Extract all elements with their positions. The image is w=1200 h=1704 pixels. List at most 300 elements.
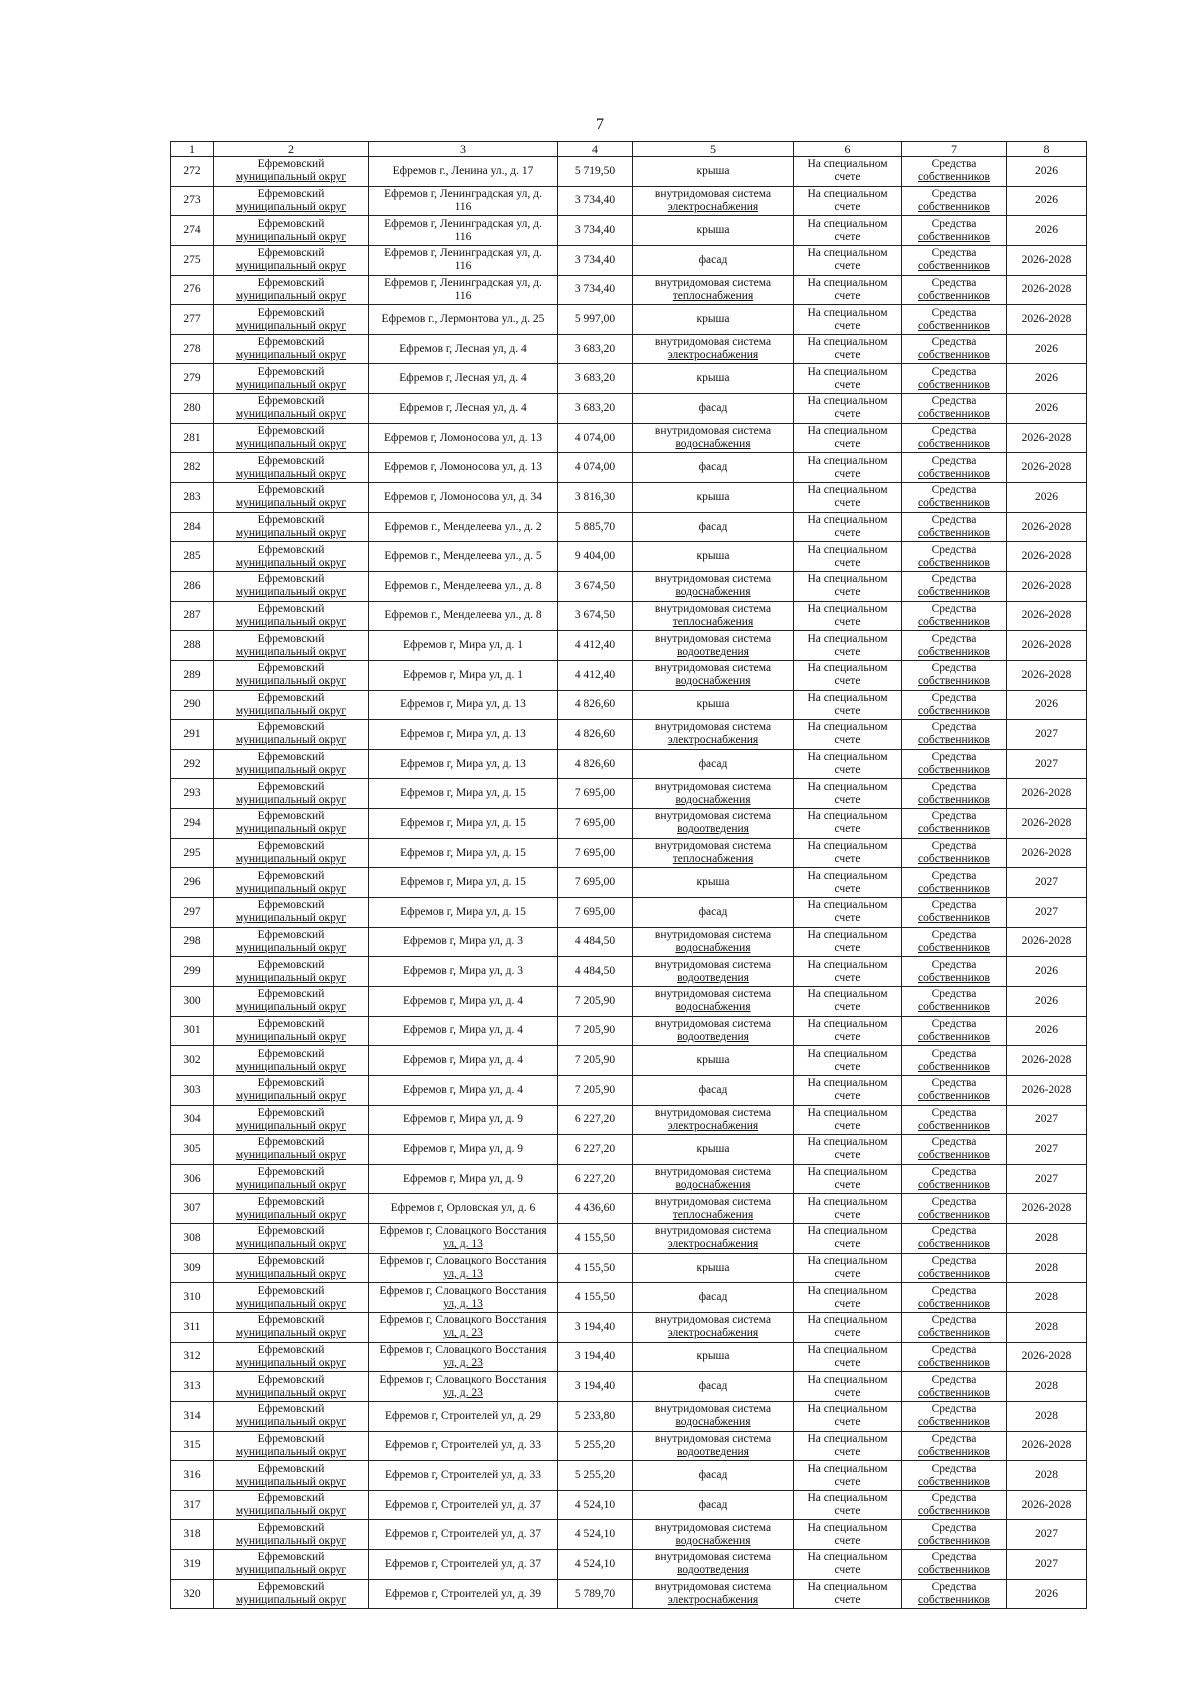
row-number-cell: 317 [171,1490,214,1520]
address-cell: Ефремов г, Строителей ул, д. 33 [369,1461,558,1491]
address-cell: Ефремов г, Мира ул, д. 4 [369,1046,558,1076]
funding-source-cell: Средства собственников [902,809,1007,839]
area-cell: 7 695,00 [558,838,633,868]
period-cell: 2026-2028 [1007,245,1087,275]
period-cell: 2026 [1007,364,1087,394]
table-row [171,1312,1087,1342]
row-number-cell: 302 [171,1046,214,1076]
row-number-cell: 297 [171,898,214,928]
address-cell: Ефремов г, Мира ул, д. 13 [369,720,558,750]
row-number-cell: 291 [171,720,214,750]
address-cell: Ефремов г, Мира ул, д. 1 [369,631,558,661]
work-type-cell: фасад [633,453,794,483]
municipality-cell: Ефремовский муниципальный округ [214,1253,369,1283]
header-col-8: 8 [1007,142,1087,157]
fund-account-cell: На специальном счете [794,1164,902,1194]
period-cell: 2027 [1007,749,1087,779]
funding-source-cell: Средства собственников [902,364,1007,394]
work-type-cell: фасад [633,1490,794,1520]
header-col-3: 3 [369,142,558,157]
table-row [171,216,1087,246]
address-cell: Ефремов г, Словацкого Восстания ул, д. 13 [369,1283,558,1313]
table-row [171,690,1087,720]
table-row [171,1283,1087,1313]
funding-source-cell: Средства собственников [902,453,1007,483]
address-cell: Ефремов г, Словацкого Восстания ул, д. 23 [369,1372,558,1402]
fund-account-cell: На специальном счете [794,571,902,601]
header-col-2: 2 [214,142,369,157]
page-number: 7 [596,116,604,133]
address-cell: Ефремов г, Мира ул, д. 15 [369,809,558,839]
funding-source-cell: Средства собственников [902,275,1007,305]
row-number-cell: 289 [171,660,214,690]
fund-account-cell: На специальном счете [794,1579,902,1609]
address-cell: Ефремов г., Менделеева ул., д. 5 [369,542,558,572]
funding-source-cell: Средства собственников [902,601,1007,631]
funding-source-cell: Средства собственников [902,631,1007,661]
row-number-cell: 273 [171,186,214,216]
address-cell: Ефремов г, Лесная ул, д. 4 [369,394,558,424]
fund-account-cell: На специальном счете [794,1372,902,1402]
row-number-cell: 304 [171,1105,214,1135]
period-cell: 2026 [1007,957,1087,987]
funding-source-cell: Средства собственников [902,1312,1007,1342]
row-number-cell: 293 [171,779,214,809]
table-row [171,986,1087,1016]
fund-account-cell: На специальном счете [794,542,902,572]
table-row [171,601,1087,631]
period-cell: 2027 [1007,1105,1087,1135]
address-cell: Ефремов г, Мира ул, д. 4 [369,986,558,1016]
area-cell: 5 233,80 [558,1401,633,1431]
area-cell: 4 155,50 [558,1224,633,1254]
area-cell: 4 412,40 [558,631,633,661]
registry-table [170,141,1087,1609]
funding-source-cell: Средства собственников [902,660,1007,690]
fund-account-cell: На специальном счете [794,1075,902,1105]
fund-account-cell: На специальном счете [794,1135,902,1165]
row-number-cell: 284 [171,512,214,542]
municipality-cell: Ефремовский муниципальный округ [214,898,369,928]
funding-source-cell: Средства собственников [902,334,1007,364]
row-number-cell: 281 [171,423,214,453]
address-cell: Ефремов г, Ленинградская ул, д. 116 [369,186,558,216]
row-number-cell: 277 [171,305,214,335]
funding-source-cell: Средства собственников [902,1016,1007,1046]
area-cell: 7 695,00 [558,898,633,928]
municipality-cell: Ефремовский муниципальный округ [214,394,369,424]
address-cell: Ефремов г, Мира ул, д. 9 [369,1164,558,1194]
funding-source-cell: Средства собственников [902,868,1007,898]
row-number-cell: 274 [171,216,214,246]
municipality-cell: Ефремовский муниципальный округ [214,1579,369,1609]
work-type-cell: внутридомовая система водоснабжения [633,927,794,957]
table-row [171,898,1087,928]
area-cell: 4 074,00 [558,423,633,453]
work-type-cell: внутридомовая система теплоснабжения [633,275,794,305]
municipality-cell: Ефремовский муниципальный округ [214,1372,369,1402]
work-type-cell: внутридомовая система водоотведения [633,809,794,839]
area-cell: 4 524,10 [558,1490,633,1520]
fund-account-cell: На специальном счете [794,1194,902,1224]
municipality-cell: Ефремовский муниципальный округ [214,1431,369,1461]
table-row [171,1105,1087,1135]
area-cell: 4 826,60 [558,720,633,750]
table-row [171,1461,1087,1491]
table-row [171,305,1087,335]
work-type-cell: внутридомовая система водоснабжения [633,1401,794,1431]
area-cell: 4 074,00 [558,453,633,483]
table-row [171,1579,1087,1609]
period-cell: 2026-2028 [1007,1194,1087,1224]
work-type-cell: внутридомовая система электроснабжения [633,1312,794,1342]
fund-account-cell: На специальном счете [794,245,902,275]
work-type-cell: внутридомовая система теплоснабжения [633,1194,794,1224]
period-cell: 2027 [1007,1135,1087,1165]
municipality-cell: Ефремовский муниципальный округ [214,216,369,246]
work-type-cell: крыша [633,1046,794,1076]
area-cell: 4 484,50 [558,927,633,957]
area-cell: 3 194,40 [558,1342,633,1372]
row-number-cell: 318 [171,1520,214,1550]
area-cell: 4 436,60 [558,1194,633,1224]
table-row [171,186,1087,216]
row-number-cell: 320 [171,1579,214,1609]
funding-source-cell: Средства собственников [902,1135,1007,1165]
period-cell: 2026-2028 [1007,1342,1087,1372]
funding-source-cell: Средства собственников [902,1283,1007,1313]
funding-source-cell: Средства собственников [902,1342,1007,1372]
row-number-cell: 272 [171,157,214,187]
municipality-cell: Ефремовский муниципальный округ [214,305,369,335]
table-row [171,1431,1087,1461]
address-cell: Ефремов г, Мира ул, д. 13 [369,690,558,720]
municipality-cell: Ефремовский муниципальный округ [214,1224,369,1254]
work-type-cell: крыша [633,216,794,246]
table-row [171,838,1087,868]
address-cell: Ефремов г, Ленинградская ул, д. 116 [369,275,558,305]
table-row [171,364,1087,394]
fund-account-cell: На специальном счете [794,1312,902,1342]
area-cell: 6 227,20 [558,1135,633,1165]
funding-source-cell: Средства собственников [902,1550,1007,1580]
period-cell: 2026 [1007,334,1087,364]
fund-account-cell: На специальном счете [794,986,902,1016]
work-type-cell: крыша [633,1135,794,1165]
row-number-cell: 283 [171,483,214,513]
municipality-cell: Ефремовский муниципальный округ [214,186,369,216]
period-cell: 2026-2028 [1007,838,1087,868]
period-cell: 2026-2028 [1007,571,1087,601]
row-number-cell: 301 [171,1016,214,1046]
fund-account-cell: На специальном счете [794,305,902,335]
municipality-cell: Ефремовский муниципальный округ [214,838,369,868]
table-row [171,927,1087,957]
fund-account-cell: На специальном счете [794,275,902,305]
fund-account-cell: На специальном счете [794,660,902,690]
address-cell: Ефремов г, Ломоносова ул, д. 13 [369,453,558,483]
period-cell: 2027 [1007,1550,1087,1580]
area-cell: 3 683,20 [558,364,633,394]
address-cell: Ефремов г, Строителей ул, д. 37 [369,1550,558,1580]
row-number-cell: 285 [171,542,214,572]
period-cell: 2027 [1007,1164,1087,1194]
table-row [171,1253,1087,1283]
table-row [171,1135,1087,1165]
fund-account-cell: На специальном счете [794,186,902,216]
table-row [171,1401,1087,1431]
funding-source-cell: Средства собственников [902,542,1007,572]
work-type-cell: внутридомовая система электроснабжения [633,186,794,216]
header-col-1: 1 [171,142,214,157]
address-cell: Ефремов г, Ломоносова ул, д. 34 [369,483,558,513]
fund-account-cell: На специальном счете [794,423,902,453]
area-cell: 9 404,00 [558,542,633,572]
period-cell: 2026 [1007,483,1087,513]
table-row [171,1194,1087,1224]
table-row [171,571,1087,601]
area-cell: 7 205,90 [558,1016,633,1046]
funding-source-cell: Средства собственников [902,898,1007,928]
funding-source-cell: Средства собственников [902,1075,1007,1105]
area-cell: 4 484,50 [558,957,633,987]
work-type-cell: внутридомовая система водоснабжения [633,660,794,690]
address-cell: Ефремов г, Мира ул, д. 15 [369,838,558,868]
municipality-cell: Ефремовский муниципальный округ [214,1016,369,1046]
fund-account-cell: На специальном счете [794,1550,902,1580]
area-cell: 7 205,90 [558,1046,633,1076]
period-cell: 2026-2028 [1007,275,1087,305]
address-cell: Ефремов г, Мира ул, д. 9 [369,1135,558,1165]
area-cell: 5 255,20 [558,1461,633,1491]
fund-account-cell: На специальном счете [794,1342,902,1372]
municipality-cell: Ефремовский муниципальный округ [214,1520,369,1550]
fund-account-cell: На специальном счете [794,957,902,987]
fund-account-cell: На специальном счете [794,631,902,661]
municipality-cell: Ефремовский муниципальный округ [214,1550,369,1580]
municipality-cell: Ефремовский муниципальный округ [214,631,369,661]
table-row [171,779,1087,809]
municipality-cell: Ефремовский муниципальный округ [214,1135,369,1165]
work-type-cell: внутридомовая система водоотведения [633,957,794,987]
period-cell: 2028 [1007,1461,1087,1491]
area-cell: 7 695,00 [558,809,633,839]
work-type-cell: крыша [633,690,794,720]
municipality-cell: Ефремовский муниципальный округ [214,1075,369,1105]
work-type-cell: крыша [633,542,794,572]
funding-source-cell: Средства собственников [902,1194,1007,1224]
address-cell: Ефремов г, Мира ул, д. 4 [369,1075,558,1105]
work-type-cell: внутридомовая система водоотведения [633,1550,794,1580]
period-cell: 2027 [1007,720,1087,750]
table-row [171,660,1087,690]
fund-account-cell: На специальном счете [794,809,902,839]
municipality-cell: Ефремовский муниципальный округ [214,1105,369,1135]
funding-source-cell: Средства собственников [902,1164,1007,1194]
area-cell: 3 734,40 [558,216,633,246]
work-type-cell: фасад [633,898,794,928]
row-number-cell: 300 [171,986,214,1016]
address-cell: Ефремов г., Менделеева ул., д. 8 [369,601,558,631]
municipality-cell: Ефремовский муниципальный округ [214,986,369,1016]
table-row [171,631,1087,661]
address-cell: Ефремов г., Менделеева ул., д. 2 [369,512,558,542]
funding-source-cell: Средства собственников [902,749,1007,779]
period-cell: 2026 [1007,186,1087,216]
work-type-cell: внутридомовая система водоснабжения [633,1520,794,1550]
header-col-5: 5 [633,142,794,157]
row-number-cell: 286 [171,571,214,601]
address-cell: Ефремов г, Мира ул, д. 15 [369,779,558,809]
fund-account-cell: На специальном счете [794,1224,902,1254]
municipality-cell: Ефремовский муниципальный округ [214,571,369,601]
fund-account-cell: На специальном счете [794,898,902,928]
municipality-cell: Ефремовский муниципальный округ [214,868,369,898]
period-cell: 2028 [1007,1283,1087,1313]
period-cell: 2026-2028 [1007,631,1087,661]
address-cell: Ефремов г, Орловская ул, д. 6 [369,1194,558,1224]
period-cell: 2028 [1007,1253,1087,1283]
table-row [171,245,1087,275]
funding-source-cell: Средства собственников [902,483,1007,513]
fund-account-cell: На специальном счете [794,690,902,720]
funding-source-cell: Средства собственников [902,305,1007,335]
address-cell: Ефремов г, Строителей ул, д. 37 [369,1520,558,1550]
address-cell: Ефремов г, Строителей ул, д. 37 [369,1490,558,1520]
address-cell: Ефремов г, Словацкого Восстания ул, д. 23 [369,1342,558,1372]
header-col-7: 7 [902,142,1007,157]
row-number-cell: 299 [171,957,214,987]
table-row [171,1075,1087,1105]
funding-source-cell: Средства собственников [902,216,1007,246]
address-cell: Ефремов г, Мира ул, д. 15 [369,868,558,898]
area-cell: 3 194,40 [558,1372,633,1402]
period-cell: 2028 [1007,1401,1087,1431]
row-number-cell: 306 [171,1164,214,1194]
area-cell: 4 524,10 [558,1550,633,1580]
period-cell: 2026-2028 [1007,1431,1087,1461]
header-col-6: 6 [794,142,902,157]
row-number-cell: 309 [171,1253,214,1283]
funding-source-cell: Средства собственников [902,571,1007,601]
table-row [171,423,1087,453]
fund-account-cell: На специальном счете [794,1461,902,1491]
municipality-cell: Ефремовский муниципальный округ [214,1342,369,1372]
table-row [171,868,1087,898]
area-cell: 5 997,00 [558,305,633,335]
area-cell: 5 255,20 [558,1431,633,1461]
period-cell: 2026 [1007,157,1087,187]
area-cell: 6 227,20 [558,1164,633,1194]
address-cell: Ефремов г, Мира ул, д. 9 [369,1105,558,1135]
fund-account-cell: На специальном счете [794,1283,902,1313]
funding-source-cell: Средства собственников [902,720,1007,750]
funding-source-cell: Средства собственников [902,1105,1007,1135]
row-number-cell: 280 [171,394,214,424]
table-row [171,957,1087,987]
period-cell: 2026 [1007,394,1087,424]
period-cell: 2026 [1007,216,1087,246]
table-row [171,394,1087,424]
area-cell: 4 524,10 [558,1520,633,1550]
work-type-cell: внутридомовая система электроснабжения [633,334,794,364]
municipality-cell: Ефремовский муниципальный округ [214,660,369,690]
work-type-cell: крыша [633,1342,794,1372]
funding-source-cell: Средства собственников [902,779,1007,809]
period-cell: 2026-2028 [1007,542,1087,572]
area-cell: 5 719,50 [558,157,633,187]
period-cell: 2026-2028 [1007,660,1087,690]
funding-source-cell: Средства собственников [902,394,1007,424]
work-type-cell: крыша [633,868,794,898]
municipality-cell: Ефремовский муниципальный округ [214,957,369,987]
funding-source-cell: Средства собственников [902,423,1007,453]
address-cell: Ефремов г, Лесная ул, д. 4 [369,364,558,394]
funding-source-cell: Средства собственников [902,1224,1007,1254]
municipality-cell: Ефремовский муниципальный округ [214,512,369,542]
address-cell: Ефремов г, Мира ул, д. 15 [369,898,558,928]
fund-account-cell: На специальном счете [794,779,902,809]
area-cell: 3 674,50 [558,571,633,601]
period-cell: 2026-2028 [1007,1075,1087,1105]
area-cell: 5 789,70 [558,1579,633,1609]
row-number-cell: 303 [171,1075,214,1105]
area-cell: 5 885,70 [558,512,633,542]
area-cell: 4 155,50 [558,1283,633,1313]
municipality-cell: Ефремовский муниципальный округ [214,453,369,483]
area-cell: 3 194,40 [558,1312,633,1342]
area-cell: 7 695,00 [558,779,633,809]
table-row [171,720,1087,750]
funding-source-cell: Средства собственников [902,157,1007,187]
address-cell: Ефремов г, Строителей ул, д. 29 [369,1401,558,1431]
funding-source-cell: Средства собственников [902,245,1007,275]
row-number-cell: 294 [171,809,214,839]
table-row [171,512,1087,542]
municipality-cell: Ефремовский муниципальный округ [214,334,369,364]
row-number-cell: 316 [171,1461,214,1491]
period-cell: 2026 [1007,1016,1087,1046]
municipality-cell: Ефремовский муниципальный округ [214,423,369,453]
address-cell: Ефремов г, Словацкого Восстания ул, д. 13 [369,1224,558,1254]
period-cell: 2028 [1007,1312,1087,1342]
funding-source-cell: Средства собственников [902,927,1007,957]
address-cell: Ефремов г, Мира ул, д. 13 [369,749,558,779]
municipality-cell: Ефремовский муниципальный округ [214,809,369,839]
fund-account-cell: На специальном счете [794,394,902,424]
table-row [171,483,1087,513]
municipality-cell: Ефремовский муниципальный округ [214,1461,369,1491]
row-number-cell: 275 [171,245,214,275]
row-number-cell: 287 [171,601,214,631]
period-cell: 2026-2028 [1007,512,1087,542]
table-row [171,157,1087,187]
fund-account-cell: На специальном счете [794,1431,902,1461]
work-type-cell: внутридомовая система электроснабжения [633,1579,794,1609]
row-number-cell: 276 [171,275,214,305]
municipality-cell: Ефремовский муниципальный округ [214,927,369,957]
row-number-cell: 314 [171,1401,214,1431]
work-type-cell: фасад [633,1075,794,1105]
row-number-cell: 311 [171,1312,214,1342]
municipality-cell: Ефремовский муниципальный округ [214,483,369,513]
work-type-cell: внутридомовая система водоснабжения [633,423,794,453]
work-type-cell: фасад [633,245,794,275]
table-row [171,453,1087,483]
municipality-cell: Ефремовский муниципальный округ [214,1490,369,1520]
address-cell: Ефремов г, Лесная ул, д. 4 [369,334,558,364]
period-cell: 2026-2028 [1007,423,1087,453]
